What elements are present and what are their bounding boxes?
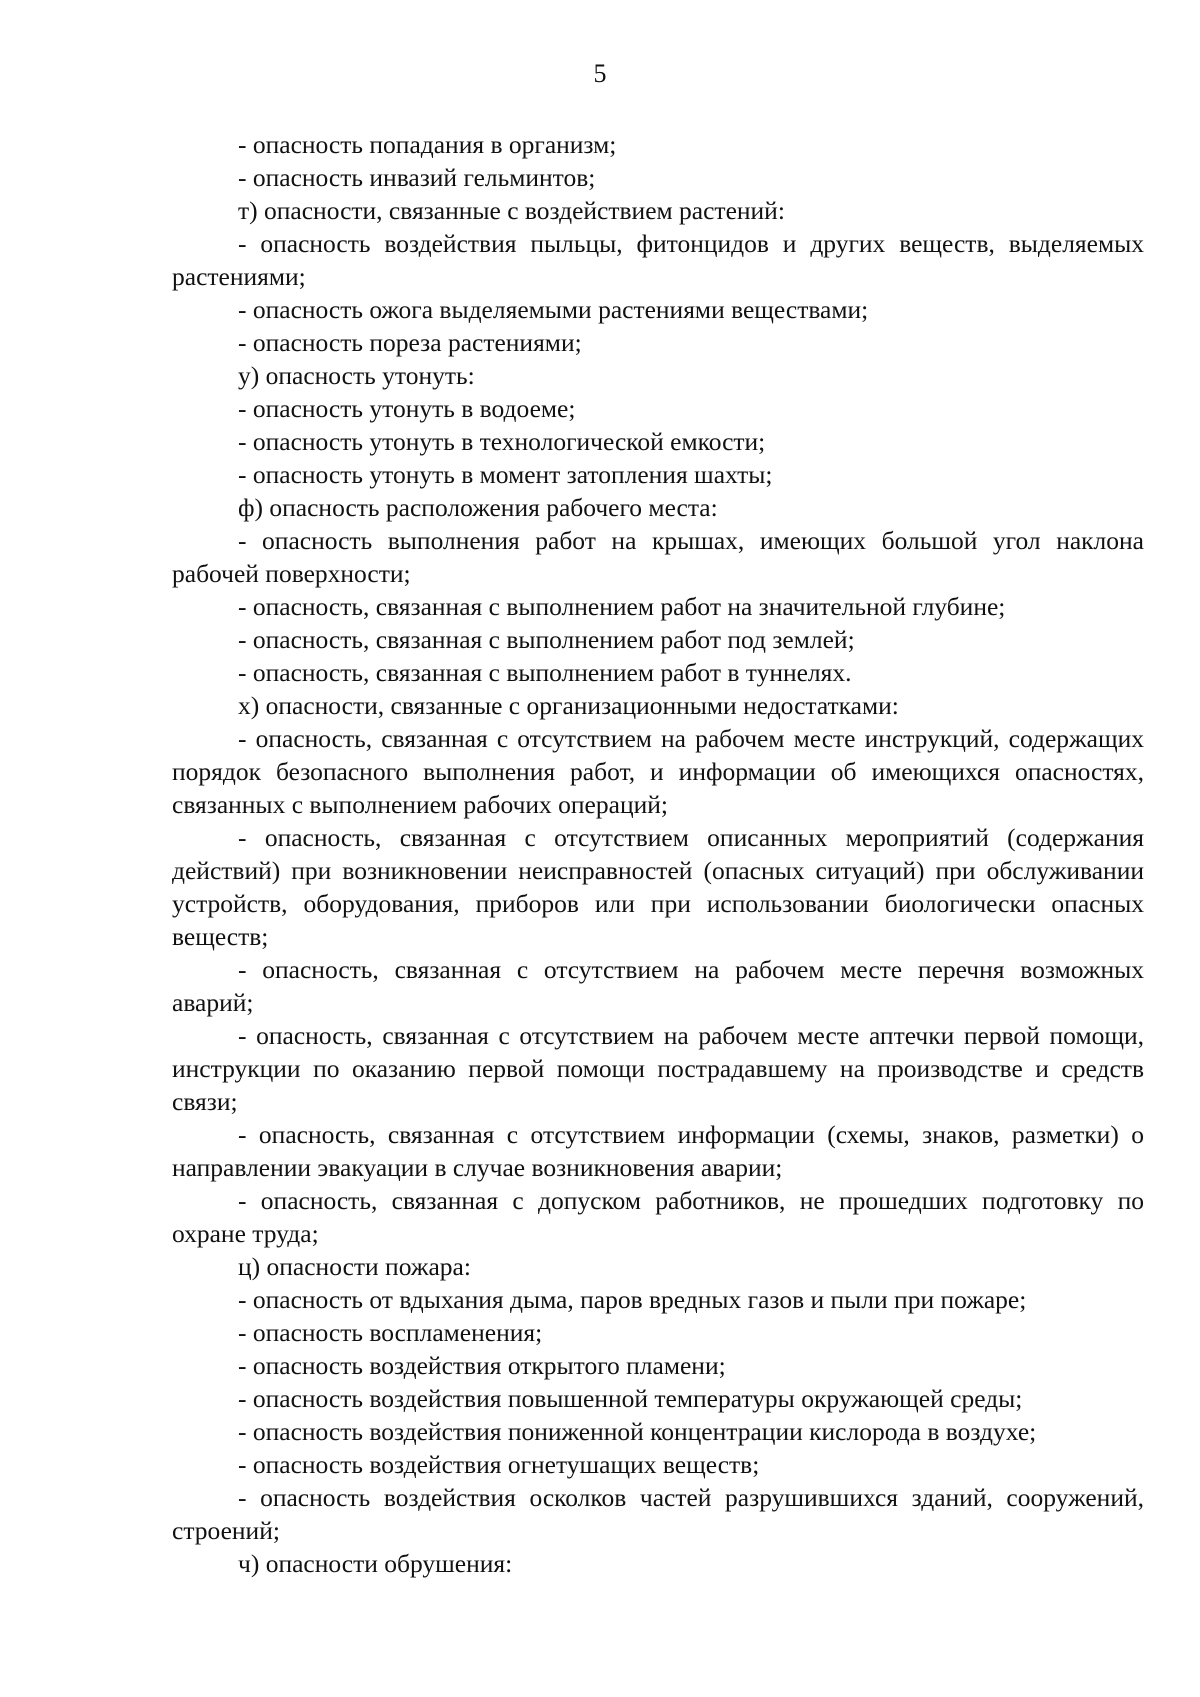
paragraph: - опасность, связанная с отсутствием описанных мероприятий (содержания действий) при возникновении неисправностей (опасных ситуаций) при обслуживании устройств, оборудования, приборов или при использовании биологически опасных веществ; [172, 823, 1144, 951]
paragraph: - опасность, связанная с отсутствием на рабочем месте инструкций, содержащих порядок безопасного выполнения работ, и информации об имеющихся опасностях, связанных с выполнением рабочих операций; [172, 724, 1144, 819]
paragraph: ц) опасности пожара: [238, 1252, 471, 1281]
paragraph: - опасность воздействия пониженной концентрации кислорода в воздухе; [238, 1417, 1037, 1446]
paragraph: - опасность, связанная с допуском работников, не прошедших подготовку по охране труда; [172, 1186, 1144, 1248]
paragraph: - опасность, связанная с выполнением работ под землей; [238, 625, 855, 654]
paragraph: - опасность утонуть в момент затопления шахты; [238, 460, 773, 489]
paragraph: - опасность, связанная с отсутствием на рабочем месте аптечки первой помощи, инструкции по оказанию первой помощи пострадавшему на производстве и средств связи; [172, 1021, 1144, 1116]
paragraph: т) опасности, связанные с воздействием растений: [238, 196, 785, 225]
paragraph: ф) опасность расположения рабочего места: [238, 493, 718, 522]
paragraph: - опасность выполнения работ на крышах, имеющих большой угол наклона рабочей поверхности; [172, 526, 1144, 588]
document-body [172, 128, 1144, 1580]
paragraph: у) опасность утонуть: [238, 361, 475, 390]
paragraph: - опасность воздействия открытого пламени; [238, 1351, 726, 1380]
paragraph: - опасность ожога выделяемыми растениями веществами; [238, 295, 869, 324]
paragraph: - опасность воздействия пыльцы, фитонцидов и других веществ, выделяемых растениями; [172, 229, 1144, 291]
paragraph: х) опасности, связанные с организационными недостатками: [238, 691, 899, 720]
paragraph: - опасность попадания в организм; [238, 130, 617, 159]
paragraph: - опасность, связанная с отсутствием на рабочем месте перечня возможных аварий; [172, 955, 1144, 1017]
paragraph: - опасность, связанная с отсутствием информации (схемы, знаков, разметки) о направлении эвакуации в случае возникновения аварии; [172, 1120, 1144, 1182]
paragraph: - опасность воздействия огнетушащих веществ; [238, 1450, 760, 1479]
paragraph: - опасность пореза растениями; [238, 328, 582, 357]
paragraph: - опасность воздействия осколков частей разрушившихся зданий, сооружений, строений; [172, 1483, 1144, 1545]
paragraph: - опасность, связанная с выполнением работ в туннелях. [238, 658, 852, 687]
paragraph: ч) опасности обрушения: [238, 1549, 513, 1578]
paragraph: - опасность, связанная с выполнением работ на значительной глубине; [238, 592, 1006, 621]
paragraph: - опасность утонуть в технологической емкости; [238, 427, 766, 456]
paragraph: - опасность от вдыхания дыма, паров вредных газов и пыли при пожаре; [238, 1285, 1027, 1314]
paragraph: - опасность воспламенения; [238, 1318, 543, 1347]
paragraph: - опасность утонуть в водоеме; [238, 394, 576, 423]
paragraph: - опасность воздействия повышенной температуры окружающей среды; [238, 1384, 1023, 1413]
paragraph: - опасность инвазий гельминтов; [238, 163, 596, 192]
page-number: 5 [593, 59, 607, 88]
